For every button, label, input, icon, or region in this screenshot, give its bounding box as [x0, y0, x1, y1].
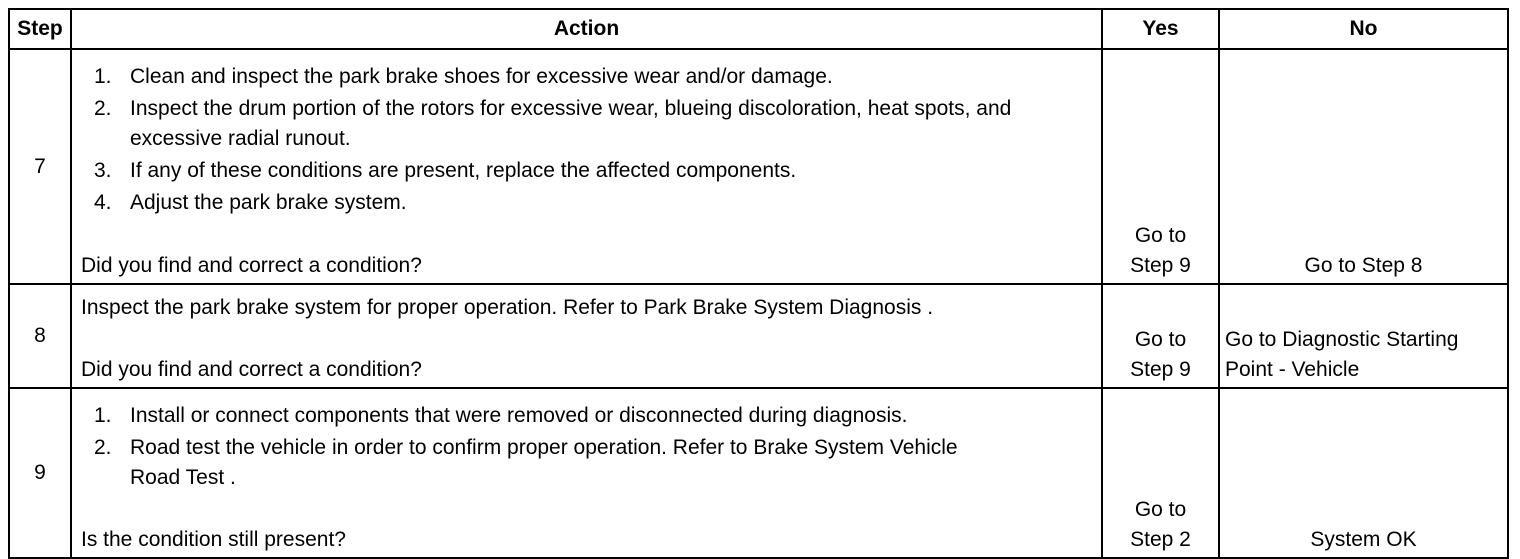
yes-result: Go to Step 9: [1102, 284, 1219, 388]
header-step: Step: [9, 9, 71, 49]
action-cell: [71, 388, 1102, 558]
question-text: Did you find and correct a condition?: [81, 358, 422, 381]
header-row: [9, 9, 1508, 49]
list-item: 2. Inspect the drum portion of the rotors for excessive wear, blueing discoloration, heat spots, and excessive radial runout.: [94, 97, 1012, 150]
action-cell: [71, 284, 1102, 388]
list-item: 1. Clean and inspect the park brake shoes for excessive wear and/or damage.: [94, 65, 833, 88]
list-item: 4. Adjust the park brake system.: [94, 191, 407, 214]
diagnostic-table: [8, 8, 1509, 559]
question-text: Is the condition still present?: [81, 528, 346, 551]
question-text: Did you find and correct a condition?: [81, 254, 422, 277]
list-item: 3. If any of these conditions are present, replace the affected components.: [94, 159, 797, 182]
action-cell: [71, 49, 1102, 284]
no-result: System OK: [1219, 388, 1508, 558]
no-result: Go to Diagnostic Starting Point - Vehicle: [1219, 284, 1508, 388]
step-number: 8: [9, 284, 71, 388]
list-item: 1. Install or connect components that were removed or disconnected during diagnosis.: [94, 404, 908, 427]
step-number: 9: [9, 388, 71, 558]
action-list: [81, 62, 1091, 218]
table-row: [9, 284, 1508, 388]
yes-result: Go to Step 9: [1102, 49, 1219, 284]
action-list: [81, 401, 1091, 493]
header-yes: Yes: [1102, 9, 1219, 49]
action-paragraph: Inspect the park brake system for proper operation. Refer to Park Brake System Diagnosis .: [81, 296, 934, 319]
no-result: Go to Step 8: [1219, 49, 1508, 284]
header-no: No: [1219, 9, 1508, 49]
table-row: [9, 388, 1508, 558]
yes-result: Go to Step 2: [1102, 388, 1219, 558]
step-number: 7: [9, 49, 71, 284]
header-action: Action: [71, 9, 1102, 49]
table-row: [9, 49, 1508, 284]
list-item: 2. Road test the vehicle in order to confirm proper operation. Refer to Brake System Vehicle Road Test .: [94, 436, 958, 489]
